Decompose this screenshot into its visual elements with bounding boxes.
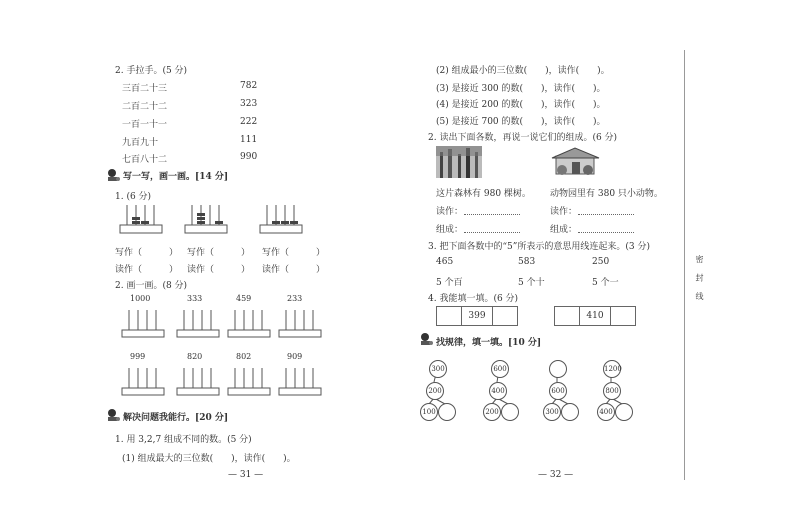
page-number: — 31 — xyxy=(228,470,264,480)
draw-number: 802 xyxy=(236,352,252,361)
tree-node: 300 xyxy=(429,360,447,378)
q2b-title: 2. 画一画。(8 分) xyxy=(115,281,188,291)
section-title: 写一写，画一画。[14 分] xyxy=(123,172,229,182)
blank-cell[interactable] xyxy=(492,307,517,325)
draw-number: 909 xyxy=(287,352,303,361)
pair-words: 二百二十二 xyxy=(122,102,168,112)
given-cell: 410 xyxy=(579,307,610,325)
compose-line xyxy=(464,232,520,233)
pair-words: 一百一十一 xyxy=(122,120,168,130)
tree-node: 800 xyxy=(603,382,621,400)
empty-abacus xyxy=(175,364,221,396)
pair-num: 222 xyxy=(240,117,258,127)
empty-abacus xyxy=(277,364,323,396)
write-label: 写作（ ） xyxy=(115,248,179,258)
tree-node-blank[interactable] xyxy=(549,360,567,378)
empty-abacus xyxy=(226,306,272,338)
mascot-icon xyxy=(105,408,121,422)
draw-number: 333 xyxy=(187,294,203,303)
draw-number: 820 xyxy=(187,352,203,361)
q3-meaning: 5 个十 xyxy=(518,278,545,288)
tree-node: 600 xyxy=(549,382,567,400)
tree-node: 100 xyxy=(420,403,438,421)
q3-meaning: 5 个一 xyxy=(592,278,619,288)
page-number: — 32 — xyxy=(538,470,574,480)
read-as-line xyxy=(464,214,520,215)
tree-node: 400 xyxy=(597,403,615,421)
tree-node-blank[interactable] xyxy=(615,403,633,421)
section-title: 找规律，填一填。[10 分] xyxy=(436,338,542,348)
empty-abacus xyxy=(226,364,272,396)
tree-node: 1200 xyxy=(603,360,621,378)
blank-cell[interactable] xyxy=(555,307,579,325)
q2-title: 2. 读出下面各数，再说一说它们的组成。(6 分) xyxy=(428,133,618,143)
binding-line xyxy=(684,50,685,480)
zoo-text: 动物园里有 380 只小动物。 xyxy=(550,189,663,199)
q1-title: 1. (6 分) xyxy=(115,192,152,202)
tree-node-blank[interactable] xyxy=(501,403,519,421)
abacus xyxy=(118,203,164,235)
abacus xyxy=(183,203,229,235)
draw-number: 459 xyxy=(236,294,252,303)
compose-line xyxy=(578,232,634,233)
tree-node: 400 xyxy=(489,382,507,400)
compose-label: 组成： xyxy=(436,225,464,235)
q1c-line: (2) 组成最小的三位数( )，读作( )。 xyxy=(436,66,610,76)
number-sequence-box xyxy=(554,306,636,326)
draw-number: 233 xyxy=(287,294,303,303)
q3-meaning: 5 个百 xyxy=(436,278,463,288)
zoo-photo xyxy=(548,146,603,178)
mascot-icon xyxy=(105,168,121,182)
empty-abacus xyxy=(120,306,166,338)
read-label: 读作（ ） xyxy=(115,265,179,275)
q1c-line: (5) 是接近 700 的数( )，读作( )。 xyxy=(436,117,606,127)
q2-title: 2. 手拉手。(5 分) xyxy=(115,66,188,76)
number-sequence-box xyxy=(436,306,518,326)
pair-num: 111 xyxy=(240,135,258,145)
abacus xyxy=(258,203,304,235)
tree-node: 600 xyxy=(491,360,509,378)
write-label: 写作（ ） xyxy=(262,248,326,258)
seal-line-label: 密 封 线 xyxy=(695,255,704,305)
q4-title: 4. 我能填一填。(6 分) xyxy=(428,294,519,304)
empty-abacus xyxy=(120,364,166,396)
forest-text: 这片森林有 980 棵树。 xyxy=(436,189,531,199)
q3-number: 465 xyxy=(436,257,454,267)
compose-label: 组成： xyxy=(550,225,578,235)
blank-cell[interactable] xyxy=(610,307,635,325)
read-label: 读作（ ） xyxy=(262,265,326,275)
forest-photo xyxy=(436,146,482,178)
pair-num: 323 xyxy=(240,99,258,109)
q1c-line: (3) 是接近 300 的数( )，读作( )。 xyxy=(436,84,606,94)
draw-number: 999 xyxy=(130,352,146,361)
q1c-title: 1. 用 3,2,7 组成不同的数。(5 分) xyxy=(115,435,252,445)
pair-num: 990 xyxy=(240,152,258,162)
q3-number: 583 xyxy=(518,257,536,267)
mascot-icon xyxy=(418,332,434,346)
tree-node-blank[interactable] xyxy=(561,403,579,421)
blank-cell[interactable] xyxy=(437,307,461,325)
empty-abacus xyxy=(277,306,323,338)
read-as-label: 读作： xyxy=(550,207,578,217)
read-label: 读作（ ） xyxy=(187,265,251,275)
tree-node-blank[interactable] xyxy=(438,403,456,421)
q1c-line: (4) 是接近 200 的数( )，读作( )。 xyxy=(436,100,606,110)
pair-words: 三百二十三 xyxy=(122,84,168,94)
read-as-line xyxy=(578,214,634,215)
q3-number: 250 xyxy=(592,257,610,267)
pair-words: 九百九十 xyxy=(122,138,159,148)
pair-words: 七百八十二 xyxy=(122,155,168,165)
draw-number: 1000 xyxy=(130,294,151,303)
q1c-line: (1) 组成最大的三位数( )，读作( )。 xyxy=(122,454,296,464)
section-title: 解决问题我能行。[20 分] xyxy=(123,413,229,423)
read-as-label: 读作： xyxy=(436,207,464,217)
tree-node: 300 xyxy=(543,403,561,421)
q3-title: 3. 把下面各数中的“5”所表示的意思用线连起来。(3 分) xyxy=(428,242,650,252)
empty-abacus xyxy=(175,306,221,338)
given-cell: 399 xyxy=(461,307,492,325)
tree-node: 200 xyxy=(483,403,501,421)
right-page xyxy=(400,0,800,532)
pair-num: 782 xyxy=(240,81,258,91)
tree-node: 200 xyxy=(426,382,444,400)
write-label: 写作（ ） xyxy=(187,248,251,258)
